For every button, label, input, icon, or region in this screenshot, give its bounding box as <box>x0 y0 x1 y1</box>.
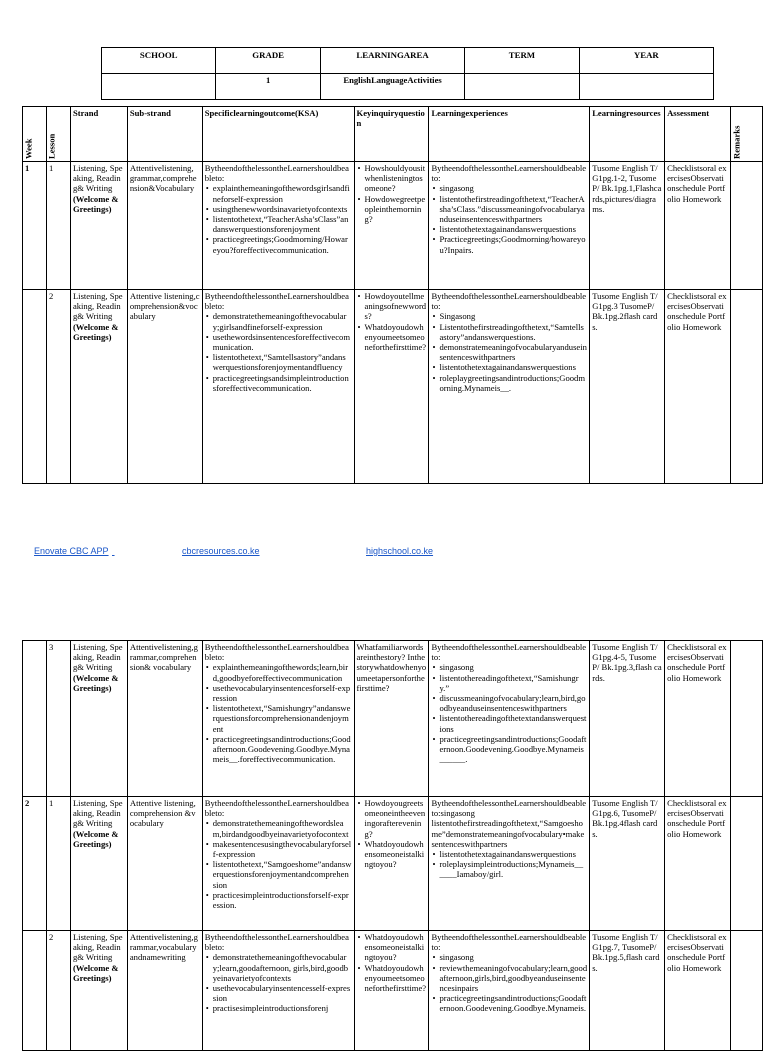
outcome-cell <box>202 162 354 290</box>
col-experiences: Learningexperiences <box>429 107 590 162</box>
list-item: • listentothetext,“Samtellsastory”andanswerquestionsforenjoymentandfluency <box>213 352 352 372</box>
experiences-cell <box>429 797 590 931</box>
list-item: • Whatdoyoudowhensomeoneistalkingtoyou? <box>365 932 427 963</box>
experiences-cell <box>429 641 590 797</box>
list-item: • Whatdoyoudowhenyoumeetsomeoneforthefirsttime? <box>365 963 427 994</box>
strand-text: Listening, Speaking, Reading& Writing <box>72 291 123 322</box>
value-learning-area: EnglishLanguageActivities <box>320 74 464 100</box>
cbcresources-link[interactable]: cbcresources.co.ke <box>182 546 260 556</box>
outcome-cell <box>202 290 354 484</box>
list-item: • discussmeaningofvocabulary;learn,bird,goodbyeanduseinsentenceswithpartners <box>439 693 587 713</box>
header-learning-area: LEARNINGAREA <box>320 48 464 74</box>
week-cell <box>23 641 47 797</box>
list-item: • practicegreetingsandintroductions;Goodafternoon.Goodevening.Goodbye.Mynameis______. <box>439 734 587 765</box>
list-item: • usethevocabularyinsentencesforself-expression <box>213 683 352 703</box>
list-item: • listentothereadingofthetext,“Samishungry.” <box>439 673 587 693</box>
substrand-cell: Attentive listening, comprehension &vocabulary <box>127 797 202 931</box>
assessment-cell: Checklistsoral exercisesObservationschedule Portfolio Homework <box>665 290 731 484</box>
col-substrand: Sub-strand <box>127 107 202 162</box>
lesson-cell: 2 <box>46 290 70 484</box>
resources-cell: Tusome English T/G1pg.6, TusomeP/ Bk.1pg.4flash cards. <box>590 797 665 931</box>
lesson-cell: 1 <box>46 162 70 290</box>
scheme-of-work-table <box>22 106 763 484</box>
header-year: YEAR <box>579 48 713 74</box>
strand-cell <box>70 797 127 931</box>
substrand-cell: Attentivelistening,grammar,comprehension& vocabulary <box>127 641 202 797</box>
header-term: TERM <box>465 48 579 74</box>
list-item: • singasong <box>439 952 587 962</box>
col-outcome: Specificlearningoutcome(KSA) <box>202 107 354 162</box>
assessment-cell: Checklistsoral exercisesObservationschedule Portfolio Homework <box>665 162 731 290</box>
inquiry-cell <box>354 290 429 484</box>
remarks-cell <box>731 797 763 931</box>
week-cell <box>23 931 47 1051</box>
strand-cell <box>70 162 127 290</box>
list-item: • practicegreetings;Goodmorning/Howareyou?foreffectivecommunication. <box>213 234 352 254</box>
table-row <box>23 162 763 290</box>
list-item: • reviewthemeaningofvocabulary;learn,goodafternoon,girls,bird,goodbyeanduseinsentencesinpairs <box>439 963 587 994</box>
remarks-cell <box>731 931 763 1051</box>
resources-cell: Tusome English T/G1pg.3 TusomeP/ Bk.1pg.2flash cards. <box>590 290 665 484</box>
outcome-cell <box>202 797 354 931</box>
table-row <box>23 641 763 797</box>
substrand-cell: Attentive listening,comprehension&vocabulary <box>127 290 202 484</box>
col-resources: Learningresources <box>590 107 665 162</box>
remarks-cell <box>731 162 763 290</box>
strand-text: Listening, Speaking, Reading& Writing <box>72 163 123 194</box>
list-item: • practisesimpleintroductionsforenj <box>213 1003 352 1013</box>
list-item: • roleplaygreetingsandintroductions;Goodmorning.Mynameis__. <box>439 373 587 393</box>
week-cell: 1 <box>23 162 47 290</box>
experiences-intro: BytheendofthelessontheLearnershouldbeableto:singasong <box>431 798 587 819</box>
list-item: • listentothetextagainandanswerquestions <box>439 224 587 234</box>
remarks-cell <box>731 641 763 797</box>
substrand-cell: Attentivelistening, grammar,comprehension&Vocabulary <box>127 162 202 290</box>
list-item: • usingthenewwordsinavarietyofcontexts <box>213 204 352 214</box>
list-item: • listentothefirstreadingofthetext,“TeacherAsha’sClass.”discussmeaningofvocabularyanduseinsentenceswithpartners <box>439 194 587 225</box>
substrand-cell: Attentivelistening,grammar,vocabularyandnamewriting <box>127 931 202 1051</box>
lesson-cell: 3 <box>46 641 70 797</box>
list-item: • practicesimpleintroductionsforself-expression. <box>213 890 352 910</box>
col-week: Week <box>23 107 47 162</box>
header-school: SCHOOL <box>102 48 216 74</box>
strand-theme: (Welcome & Greetings) <box>72 193 119 214</box>
list-item: • usethevocabularyinsentencesself-expression <box>213 983 352 1003</box>
col-inquiry: Keyinquiryquestion <box>354 107 429 162</box>
list-item: • demonstratemeaningofvocabularyanduseinsentenceswithpartners <box>439 342 587 362</box>
list-item: • Whatdoyoudowhenyoumeetsomeoneforthefirsttime? <box>365 322 427 353</box>
strand-text: Listening, Speaking, Reading& Writing <box>72 642 123 673</box>
inquiry-cell <box>354 931 429 1051</box>
outcome-intro: BytheendofthelessontheLearnershouldbeableto: <box>204 642 349 663</box>
strand-text: Listening, Speaking, Reading& Writing <box>72 932 123 963</box>
lesson-cell: 1 <box>46 797 70 931</box>
assessment-cell: Checklistsoral exercisesObservationschedule Portfolio Homework <box>665 797 731 931</box>
outcome-intro: BytheendofthelessontheLearnershouldbeableto: <box>204 798 349 819</box>
list-item: • Singasong <box>439 311 587 321</box>
remarks-cell <box>731 290 763 484</box>
inquiry-cell <box>354 797 429 931</box>
outcome-intro: BytheendofthelessontheLearnershouldbeableto: <box>204 291 349 312</box>
value-grade: 1 <box>216 74 320 100</box>
week-cell: 2 <box>23 797 47 931</box>
strand-cell <box>70 290 127 484</box>
value-term <box>465 74 579 100</box>
list-item: • demonstratethemeaningofthewordsleam,birdandgoodbyeinavarietyofocontext <box>213 818 352 838</box>
list-item: • Howshouldyousitwhenlisteningtosomeone? <box>365 163 427 194</box>
school-header-table <box>101 47 714 100</box>
value-year <box>579 74 713 100</box>
inquiry-cell <box>354 162 429 290</box>
table-row <box>23 797 763 931</box>
strand-cell <box>70 641 127 797</box>
list-item: • usethewordsinsentencesforeffectivecommunication. <box>213 332 352 352</box>
list-item: • explainthemeaningofthewordsgirlsandfineforself-expression <box>213 183 352 203</box>
header-grade: GRADE <box>216 48 320 74</box>
resources-cell: Tusome English T/G1pg.1-2, TusomeP/ Bk.1pg.1,Flashcards,pictures/diagrams. <box>590 162 665 290</box>
strand-theme: (Welcome & Greetings) <box>72 962 119 983</box>
list-item: • Practicegreetings;Goodmorning/howareyou?Inpairs. <box>439 234 587 254</box>
value-school <box>102 74 216 100</box>
list-item: • Howdowegreetpeopleinthemorning? <box>365 194 427 225</box>
list-item: • practicegreetingsandintroductions;Goodafternoon.Goodevening.Goodbye.Mynameis__.foreffectivecommunication. <box>213 734 352 765</box>
outcome-cell <box>202 931 354 1051</box>
list-item: • Howdoyoutellmeaningsofnewwords? <box>365 291 427 322</box>
experiences-text: listentothefirstreadingofthetext,“Samgoeshome”demonstratemeaningofvocabulary•makesentenceswithpartners <box>431 818 585 849</box>
experiences-intro: BytheendofthelessontheLearnershouldbeableto: <box>431 932 587 953</box>
outcome-intro: BytheendofthelessontheLearnershouldbeableto: <box>204 932 349 953</box>
outcome-intro: BytheendofthelessontheLearnershouldbeableto: <box>204 163 349 184</box>
list-item: • demonstratethemeaningofthevocabulary;learn,goodafternoon, girls,bird,goodbyeinavarietyofcontexts <box>213 952 352 983</box>
experiences-intro: BytheendofthelessontheLearnershouldbeableto: <box>431 642 587 663</box>
strand-theme: (Welcome & Greetings) <box>72 672 119 693</box>
list-item: • listentothereadingofthetextandanswerquestions <box>439 713 587 733</box>
col-strand: Strand <box>70 107 127 162</box>
enovate-app-link[interactable]: Enovate CBC APP <box>34 546 109 556</box>
col-remarks: Remarks <box>731 107 763 162</box>
col-lesson: Lesson <box>46 107 70 162</box>
link-underline-gap <box>112 546 172 556</box>
strand-text: Listening, Speaking, Reading& Writing <box>72 798 123 829</box>
lesson-cell: 2 <box>46 931 70 1051</box>
list-item: • roleplaysimpleintroductions;Mynameis______Iamaboy/girl. <box>439 859 587 879</box>
list-item: • practicegreetingsandsimpleintroductionsforeffectivecommunication. <box>213 373 352 393</box>
table-row <box>23 931 763 1051</box>
list-item: • singasong <box>439 662 587 672</box>
experiences-intro: BytheendofthelessontheLearnershouldbeableto: <box>431 163 587 184</box>
week-cell <box>23 290 47 484</box>
list-item: • listentothetext,“Samgoeshome”andanswerquestionsforenjoymentandcomprehension <box>213 859 352 890</box>
list-item: • Howdoyougreetsomeoneintheeveningorafterevening? <box>365 798 427 839</box>
list-item: • Whatdoyoudowhensomeoneistalkingtoyou? <box>365 839 427 870</box>
experiences-intro: BytheendofthelessontheLearnershouldbeableto: <box>431 291 587 312</box>
list-item: • demonstratethemeaningofthevocabulary;girlsandfineforself-expression <box>213 311 352 331</box>
strand-theme: (Welcome & Greetings) <box>72 321 119 342</box>
list-item: • listentothetextagainandanswerquestions <box>439 849 587 859</box>
inquiry-cell: Whatfamiliarwordsareinthestory? Inthestorywhatdowhenyoumeetapersonforthefirsttime? <box>354 641 429 797</box>
strand-theme: (Welcome & Greetings) <box>72 828 119 849</box>
list-item: • makesentencesusingthevocabularyforself-expression <box>213 839 352 859</box>
highschool-link[interactable]: highschool.co.ke <box>366 546 434 556</box>
list-item: • listentothetext,“Samishungry”andanswerquestionsforcomprehensionandenjoyment <box>213 703 352 734</box>
list-item: • singasong <box>439 183 587 193</box>
experiences-cell <box>429 162 590 290</box>
resources-cell: Tusome English T/G1pg.7, TusomeP/ Bk.1pg.5,flash cards. <box>590 931 665 1051</box>
table-row <box>23 290 763 484</box>
resources-cell: Tusome English T/G1pg.4-5, TusomeP/ Bk.1pg.3,flash cards. <box>590 641 665 797</box>
list-item: • explainthemeaningofthewords;learn,bird,goodbyeforeffectivecommunication <box>213 662 352 682</box>
list-item: • listentothetextagainandanswerquestions <box>439 362 587 372</box>
list-item: • practicegreetingsandintroductions;Goodafternoon.Goodevening.Goodbye.Mynameis. <box>439 993 587 1013</box>
experiences-cell <box>429 290 590 484</box>
assessment-cell: Checklistsoral exercisesObservationschedule Portfolio Homework <box>665 641 731 797</box>
col-assessment: Assessment <box>665 107 731 162</box>
outcome-cell <box>202 641 354 797</box>
strand-cell <box>70 931 127 1051</box>
assessment-cell: Checklistsoral exercisesObservationschedule Portfolio Homework <box>665 931 731 1051</box>
experiences-cell <box>429 931 590 1051</box>
list-item: • listentothetext,“TeacherAsha’sClass”andanswerquestionsforenjoyment <box>213 214 352 234</box>
scheme-of-work-table-continued <box>22 640 763 1051</box>
list-item: • Listentothefirstreadingofthetext,“Samtellsastory”andanswerquestions. <box>439 322 587 342</box>
